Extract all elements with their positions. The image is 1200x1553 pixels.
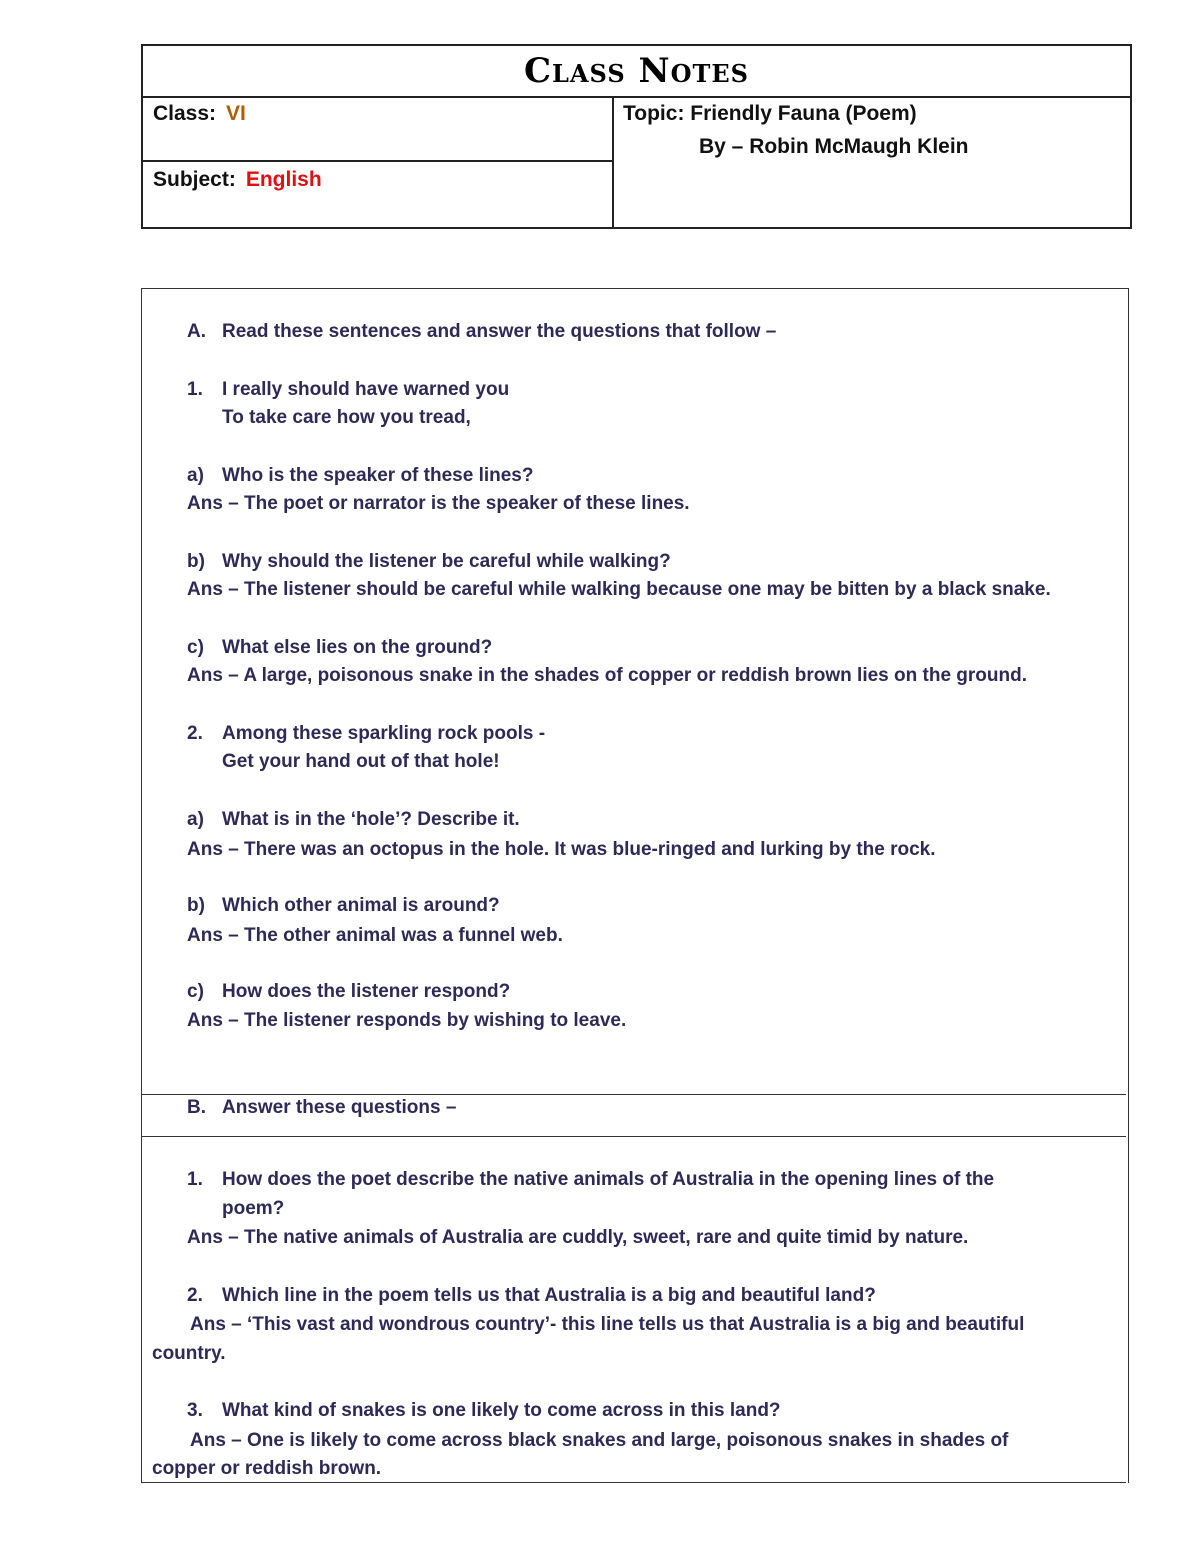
q2-number: 2. bbox=[187, 723, 203, 744]
sub-label: c) bbox=[187, 981, 204, 1002]
subject-value: English bbox=[245, 168, 322, 191]
section-a-marker: A. bbox=[187, 321, 206, 342]
sub-label: c) bbox=[187, 637, 204, 658]
list-item bbox=[187, 637, 492, 659]
q1-c-question: What else lies on the ground? bbox=[222, 637, 493, 658]
q1-a-question: Who is the speaker of these lines? bbox=[222, 465, 534, 486]
b-q3-number: 3. bbox=[187, 1400, 203, 1421]
topic-author: By – Robin McMaugh Klein bbox=[699, 135, 969, 158]
list-item bbox=[187, 379, 509, 401]
list-item bbox=[187, 809, 520, 831]
list-item bbox=[187, 551, 671, 573]
b-q2-question: Which line in the poem tells us that Australia is a big and beautiful land? bbox=[222, 1285, 876, 1306]
b-q1-line2: poem? bbox=[222, 1198, 285, 1219]
section-b-heading-text: Answer these questions – bbox=[222, 1097, 457, 1118]
list-item bbox=[187, 1400, 781, 1422]
b-q1-answer: Ans – The native animals of Australia are cuddly, sweet, rare and quite timid by nature. bbox=[187, 1227, 969, 1248]
class-row bbox=[153, 102, 246, 126]
list-item bbox=[187, 1285, 876, 1307]
b-q3-answer-line1: Ans – One is likely to come across black snakes and large, poisonous snakes in shades of bbox=[190, 1430, 1009, 1451]
sub-label: b) bbox=[187, 895, 205, 916]
class-value: VI bbox=[226, 102, 246, 125]
b-q2-answer-line2: country. bbox=[152, 1343, 226, 1364]
b-q3-question: What kind of snakes is one likely to come across in this land? bbox=[222, 1400, 781, 1421]
q2-c-answer: Ans – The listener responds by wishing to leave. bbox=[187, 1010, 627, 1031]
q2-a-question: What is in the ‘hole’? Describe it. bbox=[222, 809, 520, 830]
q1-b-answer: Ans – The listener should be careful while walking because one may be bitten by a black snake. bbox=[187, 579, 1051, 600]
list-item bbox=[187, 981, 510, 1003]
subject-row bbox=[153, 168, 322, 192]
q1-number: 1. bbox=[187, 379, 203, 400]
q1-line2: To take care how you tread, bbox=[222, 407, 471, 428]
header-table bbox=[141, 44, 1132, 229]
b-q1-line1: How does the poet describe the native animals of Australia in the opening lines of the bbox=[222, 1169, 995, 1190]
class-cell bbox=[143, 96, 612, 162]
sub-label: a) bbox=[187, 465, 204, 486]
q2-line2: Get your hand out of that hole! bbox=[222, 751, 500, 772]
section-b-heading bbox=[187, 1097, 456, 1119]
section-b-marker: B. bbox=[187, 1097, 206, 1118]
q2-b-answer: Ans – The other animal was a funnel web. bbox=[187, 925, 563, 946]
header-left-column bbox=[143, 96, 614, 229]
b-q3-answer-line2: copper or reddish brown. bbox=[152, 1458, 382, 1479]
b-q2-answer-line1: Ans – ‘This vast and wondrous country’- this line tells us that Australia is a big and beautiful bbox=[190, 1314, 1025, 1335]
sub-label: b) bbox=[187, 551, 205, 572]
divider-line bbox=[141, 1094, 1126, 1095]
topic-cell bbox=[614, 96, 1130, 229]
divider-line bbox=[141, 1482, 1126, 1483]
q2-c-question: How does the listener respond? bbox=[222, 981, 511, 1002]
page-title: Class Notes bbox=[143, 46, 1130, 98]
divider-line bbox=[141, 1136, 1126, 1137]
list-item bbox=[187, 465, 533, 487]
sub-label: a) bbox=[187, 809, 204, 830]
q2-line1: Among these sparkling rock pools - bbox=[222, 723, 546, 744]
b-q2-number: 2. bbox=[187, 1285, 203, 1306]
topic-title: Topic: Friendly Fauna (Poem) bbox=[623, 102, 917, 125]
class-label: Class: bbox=[153, 102, 217, 125]
q1-c-answer: Ans – A large, poisonous snake in the shades of copper or reddish brown lies on the ground. bbox=[187, 665, 1027, 686]
section-a-heading-text: Read these sentences and answer the questions that follow – bbox=[222, 321, 777, 342]
list-item bbox=[187, 1169, 994, 1191]
b-q1-number: 1. bbox=[187, 1169, 203, 1190]
subject-cell bbox=[143, 162, 612, 229]
list-item bbox=[187, 723, 545, 745]
subject-label: Subject: bbox=[153, 168, 236, 191]
q2-a-answer: Ans – There was an octopus in the hole. It was blue-ringed and lurking by the rock. bbox=[187, 839, 936, 860]
q1-b-question: Why should the listener be careful while walking? bbox=[222, 551, 671, 572]
q1-a-answer: Ans – The poet or narrator is the speaker of these lines. bbox=[187, 493, 690, 514]
q1-line1: I really should have warned you bbox=[222, 379, 510, 400]
section-a-heading bbox=[187, 321, 776, 343]
q2-b-question: Which other animal is around? bbox=[222, 895, 500, 916]
list-item bbox=[187, 895, 500, 917]
